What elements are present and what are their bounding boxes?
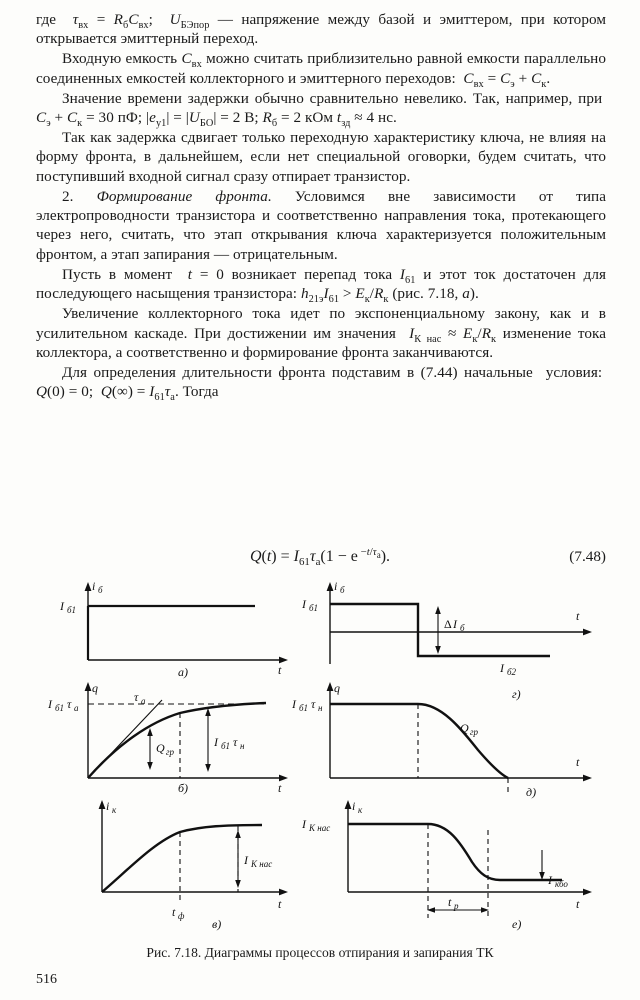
equation-748: $Q(t) = I_{61}\tau_a(1 - e$ $^{-t/\tau_a}$).	[249, 545, 391, 569]
svg-text:i: i	[106, 799, 110, 813]
svg-text:К нас: К нас	[309, 823, 331, 833]
svg-text:I: I	[60, 599, 64, 613]
svg-text:i: i	[352, 799, 356, 813]
svg-text:q: q	[92, 681, 98, 695]
svg-text:К нас: К нас	[251, 859, 273, 869]
svg-text:t: t	[172, 905, 176, 919]
svg-text:б1: б1	[299, 703, 309, 713]
panel-c	[99, 800, 288, 902]
svg-text:б2: б2	[507, 667, 517, 677]
paragraph-5: 2. Формирование фронта. Условимся вне зависимости от типа электропроводности транзистора и соответственно направления тока, протекающего через него, считать, что этап открывания ключа характеризуется положительным фронтом, а этап запирания — отрицательным.	[36, 187, 606, 263]
paragraph-4: Так как задержка сдвигает только переходную характеристику ключа, не влияя на форму фронта, в дальнейшем, если нет специальной оговорки, будем считать, что поступивший входной сигнал сразу отпирает транзистор.	[36, 128, 606, 185]
svg-text:к: к	[358, 805, 363, 815]
svg-text:б: б	[460, 623, 465, 633]
svg-text:Q: Q	[156, 741, 165, 755]
svg-text:t: t	[576, 609, 580, 623]
svg-text:гр: гр	[166, 747, 175, 757]
body-text-column	[36, 10, 606, 402]
svg-text:t: t	[278, 781, 282, 795]
svg-text:q: q	[334, 681, 340, 695]
svg-text:t: t	[576, 755, 580, 769]
svg-text:τ: τ	[233, 735, 238, 749]
paragraph-7: Увеличение коллекторного тока идет по экспоненциальному закону, как и в усилительном каскаде. При достижении им значения $I_{К нас} \approx E_к/R_к$ изменение тока коллектора, а соответственно и формирование фронта заканчиваются.	[36, 305, 606, 361]
svg-text:б1: б1	[221, 741, 231, 751]
svg-text:τ: τ	[67, 697, 72, 711]
svg-text:Δ: Δ	[444, 617, 452, 631]
svg-text:к: к	[112, 805, 117, 815]
svg-text:н: н	[318, 703, 323, 713]
equation-number: (7.48)	[569, 548, 606, 565]
svg-text:Q: Q	[460, 721, 469, 735]
paragraph-8: Для определения длительности фронта подставим в (7.44) начальные условия: Q(0) = 0; $Q(\infty) = I_{61}\tau_a$. Тогда	[36, 363, 606, 404]
panel-b	[85, 682, 288, 781]
svg-text:a: a	[141, 696, 146, 706]
svg-text:р: р	[454, 901, 459, 911]
svg-text:τ: τ	[134, 690, 139, 704]
svg-text:б1: б1	[55, 703, 65, 713]
svg-text:гр: гр	[470, 727, 479, 737]
paragraph-6: Пусть в момент t = 0 возникает перепад тока $I_{61}$ и этот ток достаточен для последующего насыщения транзистора: $h_{21э}I_{61} > E_к/R_к$ (рис. 7.18, а).	[36, 265, 606, 306]
svg-text:I: I	[500, 661, 504, 675]
svg-text:б1: б1	[309, 603, 319, 613]
svg-text:I: I	[244, 853, 248, 867]
svg-text:I: I	[292, 697, 296, 711]
svg-text:a: a	[74, 703, 79, 713]
svg-text:б1: б1	[67, 605, 77, 615]
svg-text:е): е)	[512, 917, 522, 931]
figure-7-18	[30, 580, 610, 940]
svg-text:i: i	[334, 580, 338, 593]
svg-text:ф: ф	[178, 911, 185, 921]
paragraph-1: где $\tau_{вх} = R_бC_{вх}$; $U_{БЭпор}$ — напряжение между базой и эмиттером, при котором открывается эмиттерный переход.	[36, 11, 606, 48]
svg-text:б: б	[340, 585, 345, 595]
paragraph-2: Входную емкость $C_{вх}$ можно считать приблизительно равной емкости параллельно соединенных емкостей коллекторного и эмиттерного переходов: $C_{вх} = C_э + C_к$.	[36, 50, 606, 90]
svg-text:б): б)	[178, 781, 189, 795]
svg-text:а): а)	[178, 665, 188, 679]
svg-text:t: t	[278, 897, 282, 911]
svg-text:б: б	[98, 585, 103, 595]
svg-text:t: t	[448, 895, 452, 909]
svg-text:τ: τ	[311, 697, 316, 711]
page-number: 516	[36, 972, 57, 987]
svg-text:I: I	[548, 873, 552, 887]
svg-text:I: I	[453, 617, 457, 631]
panel-e	[327, 682, 592, 796]
svg-text:д): д)	[526, 785, 537, 799]
svg-text:I: I	[48, 697, 52, 711]
figure-svg	[30, 580, 610, 940]
svg-text:t: t	[278, 663, 282, 677]
figure-caption: Рис. 7.18. Диаграммы процессов отпирания и запирания ТК	[146, 945, 494, 960]
svg-text:I: I	[214, 735, 218, 749]
panel-a	[85, 582, 288, 663]
svg-text:I: I	[302, 817, 306, 831]
svg-text:I: I	[302, 597, 306, 611]
svg-text:н: н	[240, 741, 245, 751]
panel-f	[345, 800, 592, 918]
svg-text:t: t	[576, 897, 580, 911]
svg-text:в): в)	[212, 917, 222, 931]
svg-text:кбо: кбо	[555, 879, 568, 889]
svg-text:i: i	[92, 580, 96, 593]
paragraph-3: Значение времени задержки обычно сравнительно невелико. Так, например, при $C_э + C_к = 30$ пФ; $|e_{у1}| = |U_{БО}| = 2$ В; $R_б = 2$ кОм $t_{зд} \approx 4$ нс.	[36, 89, 606, 130]
svg-text:г): г)	[512, 687, 521, 701]
